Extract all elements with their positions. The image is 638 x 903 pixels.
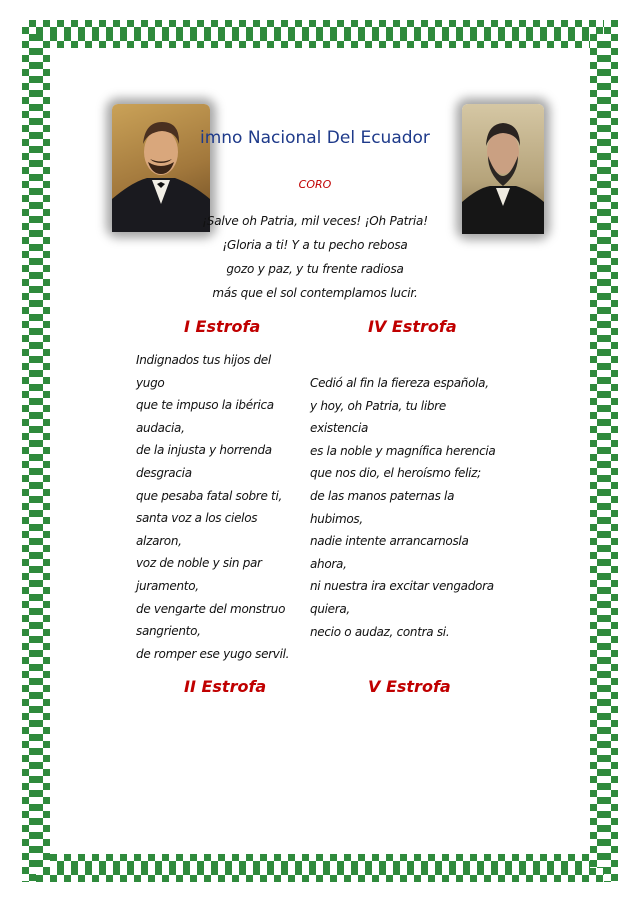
verse-line: ni nuestra ira excitar vengadora [310,579,494,594]
border-right [604,20,618,882]
verse-line: hubimos, [310,511,363,526]
stanza-iv-text [310,372,495,643]
stanza-iv-heading: IV Estrofa [368,317,457,336]
verse-line: alzaron, [136,533,182,548]
verse-line: santa voz a los cielos [136,511,258,526]
stanza-ii-heading: II Estrofa [184,677,267,696]
verse-line: necio o audaz, contra si. [310,624,450,639]
chorus-line: ¡Salve oh Patria, mil veces! ¡Oh Patria! [202,214,428,228]
verse-line: audacia, [136,420,185,435]
stanza-i-text [136,349,289,665]
border-bottom [22,868,618,882]
verse-line: que te impuso la ibérica [136,398,274,413]
border-top [22,20,618,34]
chorus-line: gozo y paz, y tu frente radiosa [226,262,404,276]
verse-line: de vengarte del monstruo [136,601,286,616]
verse-line: Cedió al fin la fiereza española, [310,376,489,390]
verse-line: quiera, [310,601,350,616]
chorus-line: más que el sol contemplamos lucir. [212,286,418,300]
verse-line: de las manos paternas la [310,488,455,503]
border-left [22,20,36,882]
verse-line: de la injusta y horrenda [136,443,272,458]
border-bottom-inner [36,854,604,868]
stanza-i-heading: I Estrofa [184,317,261,336]
verse-line: que pesaba fatal sobre ti, [136,488,282,503]
border-top-inner [36,34,604,48]
verse-line: Indignados tus hijos del [136,353,271,367]
verse-line: yugo [136,375,165,390]
verse-line: desgracia [136,465,192,480]
portrait-right-image [462,104,544,234]
border-left-inner [36,34,50,868]
chorus-line: ¡Gloria a ti! Y a tu pecho rebosa [222,238,408,252]
verse-line: es la noble y magnífica herencia [310,443,496,458]
verse-line: y hoy, oh Patria, tu libre [310,398,446,413]
verse-line: existencia [310,421,369,436]
stanza-v-heading: V Estrofa [368,677,451,696]
verse-line: nadie intente arrancarnosla [310,534,469,549]
verse-line: de romper ese yugo servil. [136,646,290,661]
chorus-text [180,209,450,305]
verse-line: sangriento, [136,624,201,639]
border-right-inner [590,34,604,868]
verse-line: ahora, [310,556,347,571]
verse-line: que nos dio, el heroísmo feliz; [310,466,481,481]
verse-line: voz de noble y sin par [136,556,262,571]
verse-line: juramento, [136,578,199,593]
page-title: imno Nacional Del Ecuador [200,128,430,148]
chorus-heading: CORO [298,178,332,191]
